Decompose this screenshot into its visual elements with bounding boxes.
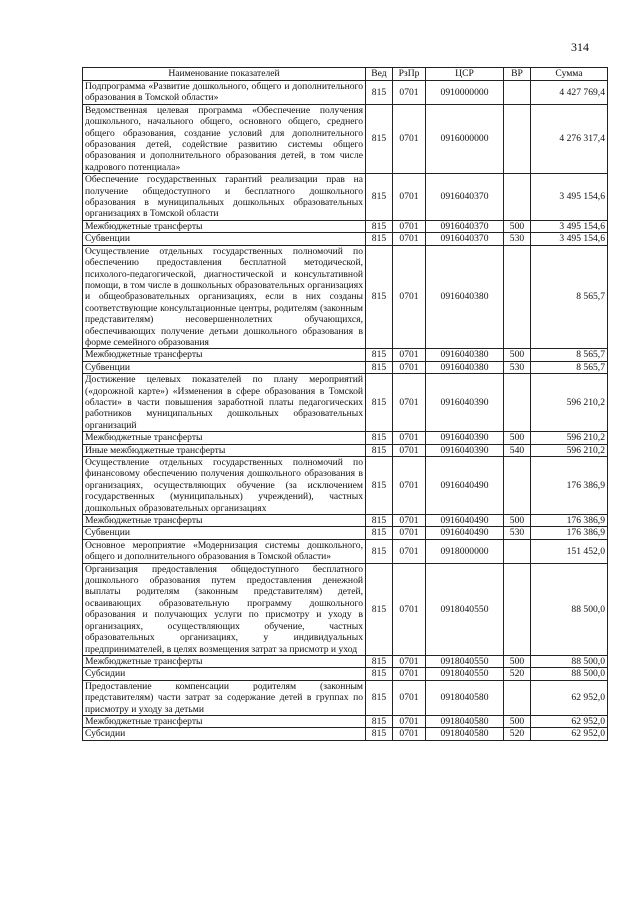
cell-rzpr: 0701 bbox=[393, 680, 426, 715]
cell-sum: 4 276 317,4 bbox=[531, 104, 608, 173]
cell-vr bbox=[504, 174, 531, 221]
header-name: Наименование показателей bbox=[83, 68, 366, 81]
cell-ved: 815 bbox=[366, 715, 393, 727]
cell-rzpr: 0701 bbox=[393, 527, 426, 539]
cell-vr: 500 bbox=[504, 515, 531, 527]
cell-rzpr: 0701 bbox=[393, 233, 426, 245]
cell-csr: 0916040370 bbox=[426, 233, 504, 245]
cell-rzpr: 0701 bbox=[393, 349, 426, 361]
cell-rzpr: 0701 bbox=[393, 81, 426, 105]
table-row bbox=[83, 81, 608, 105]
table-row bbox=[83, 349, 608, 361]
cell-rzpr: 0701 bbox=[393, 668, 426, 680]
table-row bbox=[83, 174, 608, 221]
cell-name: Межбюджетные трансферты bbox=[83, 432, 366, 444]
header-csr: ЦСР bbox=[426, 68, 504, 81]
table-row bbox=[83, 374, 608, 432]
cell-sum: 596 210,2 bbox=[531, 432, 608, 444]
cell-sum: 62 952,0 bbox=[531, 680, 608, 715]
table-row bbox=[83, 539, 608, 563]
cell-name: Межбюджетные трансферты bbox=[83, 655, 366, 667]
cell-sum: 151 452,0 bbox=[531, 539, 608, 563]
table-row bbox=[83, 104, 608, 173]
cell-rzpr: 0701 bbox=[393, 374, 426, 432]
cell-name: Субвенции bbox=[83, 361, 366, 373]
cell-csr: 0916040380 bbox=[426, 361, 504, 373]
cell-ved: 815 bbox=[366, 444, 393, 456]
table-row bbox=[83, 728, 608, 740]
cell-sum: 176 386,9 bbox=[531, 515, 608, 527]
cell-rzpr: 0701 bbox=[393, 515, 426, 527]
header-row bbox=[83, 68, 608, 81]
cell-name: Организация предоставления общедоступного бесплатного дошкольного образования путем предоставления денежной выплаты родителям (законным представителям) детей, осваивающих образовательную программу дошкольного образования и получающих услуги по присмотру и уходу в организациях, осуществляющих обучение, частных образовательных организациях, у индивидуальных предпринимателей, в целях возмещения затрат за присмотр и уход bbox=[83, 563, 366, 655]
cell-rzpr: 0701 bbox=[393, 174, 426, 221]
cell-vr: 530 bbox=[504, 361, 531, 373]
cell-csr: 0918040550 bbox=[426, 668, 504, 680]
table-row bbox=[83, 361, 608, 373]
cell-name: Иные межбюджетные трансферты bbox=[83, 444, 366, 456]
cell-csr: 0918040580 bbox=[426, 715, 504, 727]
budget-table bbox=[82, 67, 608, 741]
cell-rzpr: 0701 bbox=[393, 104, 426, 173]
cell-sum: 3 495 154,6 bbox=[531, 174, 608, 221]
cell-sum: 596 210,2 bbox=[531, 444, 608, 456]
cell-ved: 815 bbox=[366, 245, 393, 349]
table-row bbox=[83, 515, 608, 527]
cell-ved: 815 bbox=[366, 515, 393, 527]
cell-vr: 500 bbox=[504, 715, 531, 727]
cell-name: Ведомственная целевая программа «Обеспечение получения дошкольного, начального общего, основного общего, среднего общего образования, создание условий для дополнительного образования детей, содействие развитию системы общего образования и дополнительного образования детей, в том числе кадрового потенциала» bbox=[83, 104, 366, 173]
cell-sum: 3 495 154,6 bbox=[531, 220, 608, 232]
cell-ved: 815 bbox=[366, 668, 393, 680]
cell-ved: 815 bbox=[366, 457, 393, 515]
cell-sum: 88 500,0 bbox=[531, 655, 608, 667]
header-rzpr: РзПр bbox=[393, 68, 426, 81]
cell-vr bbox=[504, 539, 531, 563]
cell-rzpr: 0701 bbox=[393, 563, 426, 655]
cell-ved: 815 bbox=[366, 539, 393, 563]
cell-name: Межбюджетные трансферты bbox=[83, 349, 366, 361]
cell-rzpr: 0701 bbox=[393, 715, 426, 727]
cell-rzpr: 0701 bbox=[393, 220, 426, 232]
table-row bbox=[83, 655, 608, 667]
cell-csr: 0916000000 bbox=[426, 104, 504, 173]
cell-csr: 0916040490 bbox=[426, 515, 504, 527]
cell-csr: 0916040390 bbox=[426, 374, 504, 432]
cell-ved: 815 bbox=[366, 220, 393, 232]
cell-csr: 0916040380 bbox=[426, 349, 504, 361]
table-row bbox=[83, 233, 608, 245]
table-row bbox=[83, 527, 608, 539]
cell-ved: 815 bbox=[366, 655, 393, 667]
cell-name: Обеспечение государственных гарантий реализации прав на получение общедоступного и бесплатного дошкольного образования в муниципальных дошкольных образовательных организациях в Томской области bbox=[83, 174, 366, 221]
cell-name: Субсидии bbox=[83, 728, 366, 740]
table-row bbox=[83, 444, 608, 456]
cell-ved: 815 bbox=[366, 527, 393, 539]
cell-csr: 0918040550 bbox=[426, 563, 504, 655]
cell-ved: 815 bbox=[366, 104, 393, 173]
cell-rzpr: 0701 bbox=[393, 444, 426, 456]
cell-name: Межбюджетные трансферты bbox=[83, 715, 366, 727]
cell-vr bbox=[504, 104, 531, 173]
cell-vr: 530 bbox=[504, 233, 531, 245]
table-row bbox=[83, 432, 608, 444]
cell-vr bbox=[504, 457, 531, 515]
header-vr: ВР bbox=[504, 68, 531, 81]
cell-vr: 520 bbox=[504, 728, 531, 740]
cell-csr: 0916040380 bbox=[426, 245, 504, 349]
cell-ved: 815 bbox=[366, 174, 393, 221]
cell-sum: 62 952,0 bbox=[531, 728, 608, 740]
cell-csr: 0918040580 bbox=[426, 728, 504, 740]
table-row bbox=[83, 680, 608, 715]
cell-sum: 4 427 769,4 bbox=[531, 81, 608, 105]
cell-name: Субсидии bbox=[83, 668, 366, 680]
cell-name: Осуществление отдельных государственных полномочий по обеспечению предоставления бесплатной методической, психолого-педагогической, диагностической и консультативной помощи, в том числе в дошкольных образовательных организациях и общеобразовательных организациях, если в них созданы соответствующие консультационные центры, родителям (законным представителям) несовершеннолетних обучающихся, обеспечивающих получение детьми дошкольного образования в форме семейного образования bbox=[83, 245, 366, 349]
cell-csr: 0916040370 bbox=[426, 220, 504, 232]
cell-ved: 815 bbox=[366, 374, 393, 432]
cell-ved: 815 bbox=[366, 361, 393, 373]
cell-vr: 530 bbox=[504, 527, 531, 539]
cell-sum: 596 210,2 bbox=[531, 374, 608, 432]
cell-vr: 500 bbox=[504, 349, 531, 361]
table-row bbox=[83, 457, 608, 515]
cell-rzpr: 0701 bbox=[393, 457, 426, 515]
cell-vr bbox=[504, 81, 531, 105]
cell-ved: 815 bbox=[366, 680, 393, 715]
cell-csr: 0916040390 bbox=[426, 444, 504, 456]
cell-csr: 0916040490 bbox=[426, 457, 504, 515]
page-number: 314 bbox=[571, 40, 589, 54]
cell-name: Межбюджетные трансферты bbox=[83, 220, 366, 232]
table-row bbox=[83, 245, 608, 349]
cell-sum: 176 386,9 bbox=[531, 457, 608, 515]
cell-ved: 815 bbox=[366, 349, 393, 361]
cell-csr: 0910000000 bbox=[426, 81, 504, 105]
cell-name: Осуществление отдельных государственных полномочий по финансовому обеспечению получения дошкольного образования в организациях, осуществляющих обучение (за исключением государственных (муниципальных) учреждений), частных дошкольных образовательных организациях bbox=[83, 457, 366, 515]
table-row bbox=[83, 220, 608, 232]
cell-rzpr: 0701 bbox=[393, 245, 426, 349]
cell-name: Межбюджетные трансферты bbox=[83, 515, 366, 527]
cell-rzpr: 0701 bbox=[393, 539, 426, 563]
cell-name: Подпрограмма «Развитие дошкольного, общего и дополнительного образования в Томской области» bbox=[83, 81, 366, 105]
header-ved: Вед bbox=[366, 68, 393, 81]
cell-csr: 0918040550 bbox=[426, 655, 504, 667]
cell-csr: 0916040370 bbox=[426, 174, 504, 221]
cell-ved: 815 bbox=[366, 233, 393, 245]
cell-ved: 815 bbox=[366, 81, 393, 105]
cell-sum: 3 495 154,6 bbox=[531, 233, 608, 245]
cell-name: Предоставление компенсации родителям (законным представителям) части затрат за содержание детей в группах по присмотру и уходу за детьми bbox=[83, 680, 366, 715]
cell-vr: 520 bbox=[504, 668, 531, 680]
cell-vr bbox=[504, 245, 531, 349]
header-sum: Сумма bbox=[531, 68, 608, 81]
cell-name: Субвенции bbox=[83, 233, 366, 245]
cell-name: Субвенции bbox=[83, 527, 366, 539]
cell-csr: 0918040580 bbox=[426, 680, 504, 715]
table-body bbox=[83, 81, 608, 741]
cell-rzpr: 0701 bbox=[393, 361, 426, 373]
cell-sum: 88 500,0 bbox=[531, 668, 608, 680]
cell-vr: 540 bbox=[504, 444, 531, 456]
cell-ved: 815 bbox=[366, 432, 393, 444]
cell-vr bbox=[504, 680, 531, 715]
cell-sum: 8 565,7 bbox=[531, 361, 608, 373]
cell-csr: 0916040390 bbox=[426, 432, 504, 444]
cell-rzpr: 0701 bbox=[393, 655, 426, 667]
cell-vr: 500 bbox=[504, 220, 531, 232]
cell-ved: 815 bbox=[366, 728, 393, 740]
cell-csr: 0916040490 bbox=[426, 527, 504, 539]
cell-sum: 8 565,7 bbox=[531, 245, 608, 349]
table-row bbox=[83, 668, 608, 680]
cell-sum: 62 952,0 bbox=[531, 715, 608, 727]
cell-sum: 8 565,7 bbox=[531, 349, 608, 361]
cell-vr: 500 bbox=[504, 432, 531, 444]
cell-vr: 500 bbox=[504, 655, 531, 667]
table-row bbox=[83, 563, 608, 655]
cell-sum: 88 500,0 bbox=[531, 563, 608, 655]
cell-vr bbox=[504, 563, 531, 655]
cell-name: Основное мероприятие «Модернизация системы дошкольного, общего и дополнительного образования в Томской области» bbox=[83, 539, 366, 563]
cell-rzpr: 0701 bbox=[393, 432, 426, 444]
cell-name: Достижение целевых показателей по плану мероприятий («дорожной карте») «Изменения в сфере образования в Томской области» в части повышения заработной платы педагогических работников муниципальных дошкольных образовательных организаций bbox=[83, 374, 366, 432]
cell-csr: 0918000000 bbox=[426, 539, 504, 563]
cell-vr bbox=[504, 374, 531, 432]
cell-sum: 176 386,9 bbox=[531, 527, 608, 539]
table-row bbox=[83, 715, 608, 727]
cell-ved: 815 bbox=[366, 563, 393, 655]
cell-rzpr: 0701 bbox=[393, 728, 426, 740]
